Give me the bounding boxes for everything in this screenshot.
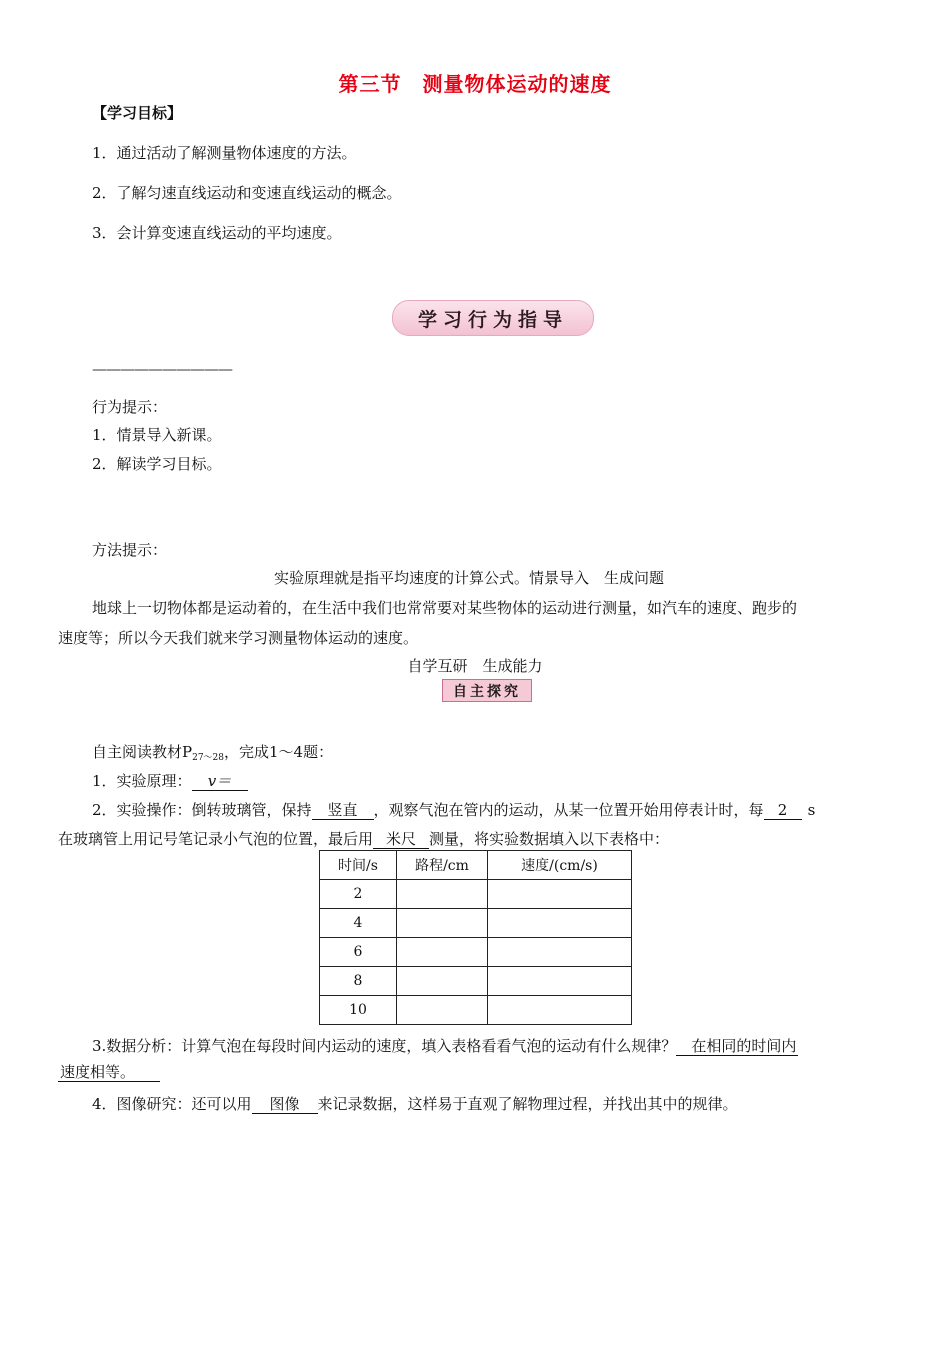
table-cell: 6 — [320, 938, 397, 967]
table-cell — [397, 967, 488, 996]
q4-part1: 4．图像研究：还可以用 — [92, 1095, 252, 1113]
q4-part2: 来记录数据，这样易于直观了解物理过程，并找出其中的规律。 — [317, 1095, 738, 1113]
table-row — [320, 938, 632, 967]
reading-pre: 自主阅读教材P — [92, 743, 193, 761]
reading-post: ，完成1～4题： — [224, 743, 334, 761]
q3-answer-a: 在相同的时间内 — [676, 1037, 798, 1056]
behavior-item-2: 2．解读学习目标。 — [92, 455, 222, 473]
q2-line2b: 测量，将实验数据填入以下表格中： — [429, 830, 670, 848]
table-cell — [397, 880, 488, 909]
table-cell: 2 — [320, 880, 397, 909]
table-cell — [488, 967, 632, 996]
table-cell — [397, 996, 488, 1025]
q2-answer-2: 2 — [764, 801, 802, 820]
method-heading: 方法提示： — [92, 541, 168, 559]
table-cell — [488, 996, 632, 1025]
method-line: 实验原理就是指平均速度的计算公式。情景导入 生成问题 — [274, 569, 665, 587]
q2-answer-3: 米尺 — [373, 830, 429, 849]
intro-line-1: 地球上一切物体都是运动着的，在生活中我们也常常要对某些物体的运动进行测量，如汽车的速度、跑步的 — [92, 599, 798, 617]
table-header-distance: 路程/cm — [397, 851, 488, 880]
goal-item-2: 2．了解匀速直线运动和变速直线运动的概念。 — [92, 184, 402, 202]
goals-heading: 【学习目标】 — [92, 104, 183, 122]
data-table — [319, 850, 632, 1025]
q2-unit: s — [807, 801, 816, 819]
section-badge: 自主探究 — [442, 679, 532, 702]
question-3-line-1 — [92, 1035, 798, 1056]
q1-label: 1．实验原理： — [92, 772, 192, 790]
question-2-line-2 — [58, 828, 669, 849]
q4-answer: 图像 — [252, 1095, 318, 1114]
goal-item-3: 3．会计算变速直线运动的平均速度。 — [92, 224, 342, 242]
table-cell — [488, 938, 632, 967]
table-row — [320, 909, 632, 938]
table-cell — [397, 938, 488, 967]
table-header-time: 时间/s — [320, 851, 397, 880]
intro-line-2: 速度等；所以今天我们就来学习测量物体运动的速度。 — [58, 629, 419, 647]
table-cell — [488, 909, 632, 938]
table-row — [320, 880, 632, 909]
table-cell — [397, 909, 488, 938]
reading-instruction — [92, 741, 333, 763]
question-2-line-1 — [92, 799, 815, 820]
q3-text: 3.数据分析：计算气泡在每段时间内运动的速度，填入表格看看气泡的运动有什么规律？ — [92, 1037, 677, 1055]
divider-line: —————————— — [92, 360, 232, 378]
table-cell: 10 — [320, 996, 397, 1025]
table-row — [320, 996, 632, 1025]
behavior-heading: 行为提示： — [92, 398, 168, 416]
table-header-speed: 速度/(cm/s) — [488, 851, 632, 880]
question-1 — [92, 770, 248, 791]
table-cell: 4 — [320, 909, 397, 938]
table-cell: 8 — [320, 967, 397, 996]
table-header-row — [320, 851, 632, 880]
behavior-item-1: 1．情景导入新课。 — [92, 426, 222, 444]
question-4 — [92, 1093, 738, 1114]
q2-part1: 2．实验操作：倒转玻璃管，保持 — [92, 801, 312, 819]
q1-answer: v＝ — [192, 772, 248, 791]
goal-item-1: 1．通过活动了解测量物体速度的方法。 — [92, 144, 357, 162]
section-banner: 学习行为指导 — [392, 300, 594, 336]
section-heading: 自学互研 生成能力 — [407, 657, 543, 675]
q3-answer-b: 速度相等。 — [58, 1063, 160, 1082]
q2-line2a: 在玻璃管上用记号笔记录小气泡的位置，最后用 — [58, 830, 374, 848]
q2-answer-1: 竖直 — [312, 801, 374, 820]
page-title: 第三节 测量物体运动的速度 — [338, 72, 612, 96]
table-cell — [488, 880, 632, 909]
q2-part2: ，观察气泡在管内的运动，从某一位置开始用停表计时，每 — [373, 801, 764, 819]
question-3-line-2 — [58, 1063, 160, 1082]
reading-pages: 27～28 — [192, 753, 224, 763]
table-row — [320, 967, 632, 996]
